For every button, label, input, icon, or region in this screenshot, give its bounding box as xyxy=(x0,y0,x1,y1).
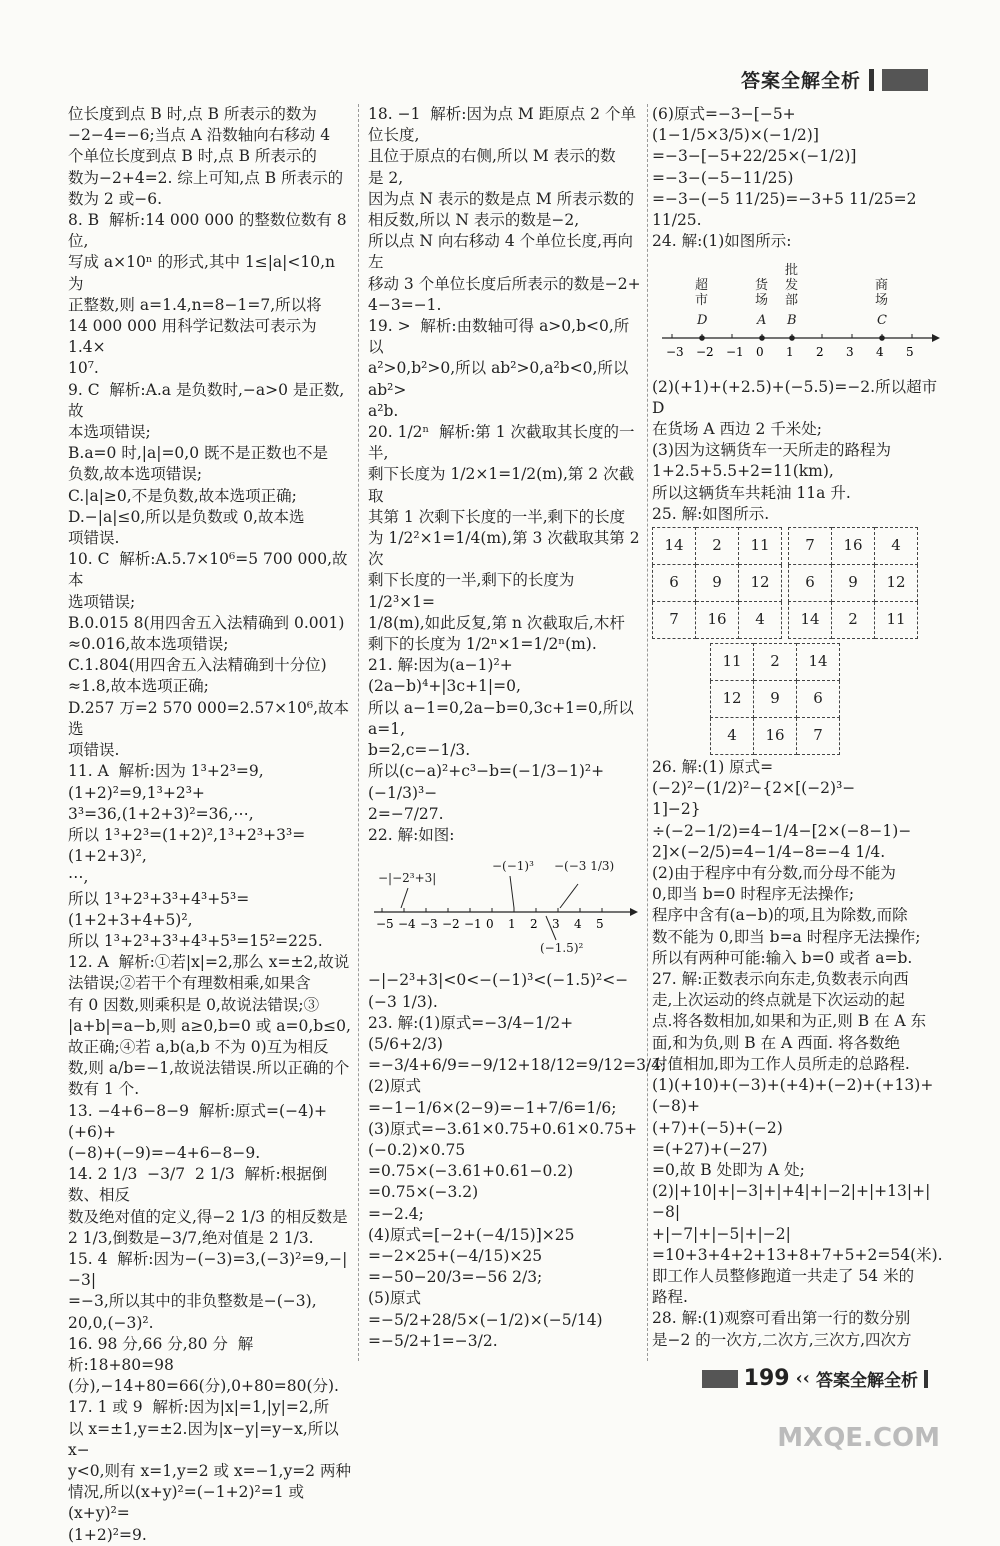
magic-square-row xyxy=(652,641,942,757)
footer-bar xyxy=(924,1370,928,1388)
text-line: =10+3+4+2+13+8+7+5+2=54(米). xyxy=(652,1245,943,1264)
text-line: 9. C 解析:A.a 是负数时,−a>0 是正数,故 xyxy=(68,380,345,420)
nl22-tick-label: −4 xyxy=(398,917,416,932)
text-line: (−8)+(−9)=−4+6−8−9. xyxy=(68,1143,261,1162)
text-line: 点.将各数相加,如果和为正,则 B 在 A 东 xyxy=(652,1012,927,1031)
text-line: 2=−7/27. xyxy=(368,804,444,823)
nl24-tick-label: 3 xyxy=(846,345,854,360)
text-line: 项错误. xyxy=(68,741,120,760)
nl22-label: −(−1)³ xyxy=(492,859,534,874)
nl22-tick-label: 1 xyxy=(508,917,516,932)
magic-square-row xyxy=(653,602,782,639)
text-line: 负数,故本选项错误; xyxy=(68,465,203,484)
magic-square-cell: 16 xyxy=(696,602,739,639)
page-footer xyxy=(702,1366,928,1391)
text-line: 所以 a−1=0,2a−b=0,3c+1=0,所以 a=1, xyxy=(368,698,639,738)
text-line: 18. −1 解析:因为点 M 距原点 2 个单位长度, xyxy=(368,105,636,145)
text-line: (4)原式=[−2+(−4/15)]×25 xyxy=(368,1225,575,1244)
text-line: =−3−(−5 11/25)=−3+5 11/25=2 11/25. xyxy=(652,189,922,230)
nl24-place-name: 场 xyxy=(875,293,889,309)
nl24-place-name: 货 xyxy=(755,278,769,294)
nl24-place-name: 部 xyxy=(785,293,799,309)
text-line: C.1.804(用四舍五入法精确到十分位) xyxy=(68,656,327,675)
text-line: =0,故 B 处即为 A 处; xyxy=(652,1160,805,1179)
magic-square xyxy=(710,643,840,755)
text-line: 19. > 解析:由数轴可得 a>0,b<0,所以 xyxy=(368,317,630,357)
column-divider xyxy=(647,104,648,1361)
text-line: =0.75×(−3.61+0.61−0.2) xyxy=(368,1162,574,1181)
text-line: 选项错误; xyxy=(68,592,136,611)
text-line: 为 1/2²×1=1/4(m),第 3 次截取其第 2 次 xyxy=(368,529,645,569)
text-line: 13. −4+6−8−9 解析:原式=(−4)+(+6)+ xyxy=(68,1101,327,1141)
text-line: 20. 1/2ⁿ 解析:第 1 次截取其长度的一半, xyxy=(368,423,635,463)
magic-square-cell: 7 xyxy=(653,602,696,639)
number-line-24 xyxy=(652,256,942,366)
text-line: 故正确;④若 a,b(a,b 不为 0)互为相反 xyxy=(68,1037,329,1056)
text-line: C.|a|≥0,不是负数,故本选项正确; xyxy=(68,486,297,505)
magic-square-cell: 2 xyxy=(832,602,875,639)
nl24-point xyxy=(789,336,795,342)
text-line: 数,则 a/b=−1,故说法错误.所以正确的个 xyxy=(68,1059,350,1078)
text-line: 24. 解:(1)如图所示: xyxy=(652,232,792,251)
text-line: =0.75×(−3.2) xyxy=(368,1183,479,1202)
magic-square-row xyxy=(711,681,840,718)
magic-square-cell: 9 xyxy=(754,681,797,718)
text-line: 26. 解:(1) 原式=(−2)²−(1/2)²−{2×[(−2)³− xyxy=(652,758,856,798)
text-line: ≈0.016,故本选项错误; xyxy=(68,635,229,654)
magic-square-cell: 12 xyxy=(875,565,918,602)
text-line: D.−|a|≤0,所以是负数或 0,故本选 xyxy=(68,507,305,526)
text-line: 17. 1 或 9 解析:因为|x|=1,|y|=2,所 xyxy=(68,1398,330,1417)
magic-square-cell: 2 xyxy=(754,644,797,681)
number-line-22 xyxy=(368,850,638,960)
nl22-label: (−1.5)² xyxy=(540,941,584,956)
magic-square-cell: 16 xyxy=(754,718,797,755)
nl24-tick-label: 1 xyxy=(786,345,794,360)
nl24-tick-label: 2 xyxy=(816,345,824,360)
text-line: 项错误. xyxy=(68,529,120,548)
text-line: 14. 2 1/3 −3/7 2 1/3 解析:根据倒数、相反 xyxy=(68,1165,328,1205)
text-line: (2)|+10|+|−3|+|+4|+|−2|+|+13|+|−8| xyxy=(652,1182,931,1222)
text-line: 是−2 的一次方,二次方,三次方,四次方 xyxy=(652,1330,912,1349)
text-line: 路程. xyxy=(652,1288,688,1307)
text-line: 面,和为负,则 B 在 A 西面. 将各数绝 xyxy=(652,1033,901,1052)
nl22-label: −(−3 1/3) xyxy=(554,859,615,874)
text-line: 剩下的长度为 1/2ⁿ×1=1/2ⁿ(m). xyxy=(368,635,597,654)
text-line: a²b. xyxy=(368,401,399,420)
text-line: (分),−14+80=66(分),0+80=80(分). xyxy=(68,1377,339,1396)
text-line: (−0.2)×0.75 xyxy=(368,1140,466,1159)
magic-square-cell: 7 xyxy=(797,718,840,755)
text-line: =−2.4; xyxy=(368,1204,424,1223)
magic-square-cell: 6 xyxy=(653,565,696,602)
nl24-point xyxy=(699,336,705,342)
text-line: =−3/4+6/9=−9/12+18/12=9/12=3/4; xyxy=(368,1056,667,1075)
text-line: 在货场 A 西边 2 千米处; xyxy=(652,420,822,439)
text-line: B.0.015 8(用四舍五入法精确到 0.001) xyxy=(68,613,345,632)
text-line: D.257 万=2 570 000=2.57×10⁶,故本选 xyxy=(68,698,350,738)
nl24-place-name: 场 xyxy=(755,293,769,309)
text-line: (3)原式=−3.61×0.75+0.61×0.75+ xyxy=(368,1119,637,1138)
footer-block xyxy=(702,1370,738,1388)
column-1 xyxy=(68,104,353,1546)
text-line: 情况,所以(x+y)²=(−1+2)²=1 或(x+y)²= xyxy=(68,1483,304,1523)
magic-square-cell: 7 xyxy=(789,528,832,565)
text-line: 10. C 解析:A.5.7×10⁶=5 700 000,故本 xyxy=(68,550,348,590)
text-line: (1)(+10)+(−3)+(+4)+(−2)+(+13)+(−8)+ xyxy=(652,1076,934,1116)
text-line: 所以有两种可能:输入 b=0 或者 a=b. xyxy=(652,948,913,967)
text-line: 27. 解:正数表示向东走,负数表示向西 xyxy=(652,970,909,989)
text-line: 2]×(−2/5)=4−1/4−8=−4 1/4. xyxy=(652,842,886,861)
text-line: 位长度到点 B 时,点 B 所表示的数为 xyxy=(68,105,317,123)
text-line: 个单位长度到点 B 时,点 B 所表示的 xyxy=(68,147,317,166)
text-line: =−50−20/3=−56 2/3; xyxy=(368,1268,543,1287)
nl24-tick-label: −2 xyxy=(696,345,714,360)
text-line: 3³=36,(1+2+3)²=36,⋯, xyxy=(68,804,254,823)
text-line: 15. 4 解析:因为−(−3)=3,(−3)²=9,−|−3| xyxy=(68,1249,348,1290)
text-line: 1]−2}÷(−2−1/2)=4−1/4−[2×(−8−1)− xyxy=(652,800,912,840)
text-line: 剩下长度的一半,剩下的长度为 1/2³×1= xyxy=(368,571,580,611)
magic-square-row xyxy=(789,528,918,565)
magic-square-cell: 6 xyxy=(789,565,832,602)
text-line: 所以 1³+2³=(1+2)²,1³+2³+3³=(1+2+3)², xyxy=(68,825,306,866)
text-line: ⋯, xyxy=(68,868,89,887)
footer-title: 答案全解全析 xyxy=(816,1371,918,1391)
text-line: 即工作人员整修跑道一共走了 54 米的 xyxy=(652,1266,915,1285)
nl24-place-name: 批 xyxy=(785,263,799,279)
text-line: 1+2.5+5.5+2=11(km), xyxy=(652,462,834,481)
text-line: 22. 解:如图: xyxy=(368,825,455,844)
magic-square xyxy=(652,527,782,639)
magic-square-cell: 14 xyxy=(653,528,696,565)
chevron-left-icon: ‹‹ xyxy=(795,1368,810,1389)
text-line: 所以点 N 向右移动 4 个单位长度,再向左 xyxy=(368,232,634,272)
text-line: B.a=0 时,|a|=0,0 既不是正数也不是 xyxy=(68,444,329,463)
magic-square-cell: 4 xyxy=(739,602,782,639)
text-line: 11. A 解析:因为 1³+2³=9,(1+2)²=9,1³+2³+ xyxy=(68,762,264,802)
magic-square-cell: 14 xyxy=(797,644,840,681)
text-line: 走,上次运动的终点就是下次运动的起 xyxy=(652,991,905,1010)
text-line: 4−3=−1. xyxy=(368,295,442,314)
nl24-tick-label: 5 xyxy=(906,345,914,360)
magic-square-row xyxy=(711,718,840,755)
text-line: 移动 3 个单位长度后所表示的数是−2+ xyxy=(368,274,641,293)
magic-square-cell: 9 xyxy=(832,565,875,602)
magic-square-cell: 4 xyxy=(875,528,918,565)
nl24-place-name: 市 xyxy=(695,293,709,309)
column-2 xyxy=(368,104,667,1352)
nl22-tick-label: −1 xyxy=(464,917,482,932)
text-line: −|−2³+3|<0<−(−1)³<(−1.5)²<−(−3 1/3). xyxy=(368,971,629,1011)
text-line: 有 0 因数,则乘积是 0,故说法错误;③ xyxy=(68,995,320,1014)
nl22-tick-label: 5 xyxy=(596,917,604,932)
nl24-place-name: 发 xyxy=(785,278,799,294)
nl22-tick-label: −5 xyxy=(376,917,394,932)
header-block xyxy=(882,69,928,91)
nl24-point xyxy=(759,336,765,342)
nl24-tick-label: −3 xyxy=(666,345,684,360)
text-line: (5)原式=−5/2+28/5×(−1/2)×(−5/14) xyxy=(368,1289,603,1329)
text-line: 对值相加,即为工作人员所走的总路程. xyxy=(652,1054,910,1073)
text-line: −2−4=−6;当点 A 沿数轴向右移动 4 xyxy=(68,126,331,145)
magic-square-cell: 14 xyxy=(789,602,832,639)
nl24-point xyxy=(879,336,885,342)
text-line: ≈1.8,故本选项正确; xyxy=(68,677,209,696)
magic-square-row xyxy=(652,525,942,641)
text-line: 数有 1 个. xyxy=(68,1080,140,1099)
text-line: a²>0,b²>0,所以 ab²>0,a²b<0,所以 ab²> xyxy=(368,359,634,399)
text-line: =−3−(−5−11/25) xyxy=(652,168,794,187)
text-line: 数为−2+4=2. 综上可知,点 B 所表示的 xyxy=(68,168,344,187)
text-line: =−3−[−5+22/25×(−1/2)] xyxy=(652,147,857,166)
nl22-label: −|−2³+3| xyxy=(378,871,437,886)
text-line: 相反数,所以 N 表示的数是−2, xyxy=(368,211,580,230)
magic-square-cell: 12 xyxy=(739,565,782,602)
text-line: 数为 2 或−6. xyxy=(68,189,162,208)
text-line: 所以这辆货车共耗油 11a 升. xyxy=(652,483,851,502)
text-line: 14 000 000 用科学记数法可表示为 1.4× xyxy=(68,317,322,357)
text-line: 10⁷. xyxy=(68,359,99,378)
text-line: 其第 1 次剩下长度的一半,剩下的长度 xyxy=(368,507,626,526)
text-line: =−2×25+(−4/15)×25 xyxy=(368,1246,543,1265)
nl24-place-letter: C xyxy=(877,313,887,329)
magic-square-row xyxy=(653,565,782,602)
text-line: 正整数,则 a=1.4,n=8−1=7,所以将 xyxy=(68,295,322,314)
nl24-tick-label: −1 xyxy=(726,345,744,360)
magic-square-cell: 11 xyxy=(711,644,754,681)
nl24-place-letter: D xyxy=(697,313,708,329)
text-line: (2)原式=−1−1/6×(2−9)=−1+7/6=1/6; xyxy=(368,1077,617,1117)
text-line: 所以 1³+2³+3³+4³+5³=(1+2+3+4+5)², xyxy=(68,889,250,929)
text-line: =−3,所以其中的非负整数是−(−3), xyxy=(68,1292,317,1311)
text-line: 23. 解:(1)原式=−3/4−1/2+(5/6+2/3) xyxy=(368,1013,574,1053)
magic-square-cell: 4 xyxy=(711,718,754,755)
magic-square-cell: 9 xyxy=(696,565,739,602)
text-line: 0,即当 b=0 时程序无法操作; xyxy=(652,885,855,904)
magic-square-cell: 2 xyxy=(696,528,739,565)
text-line: b=2,c=−1/3. xyxy=(368,741,471,760)
text-line: 剩下长度为 1/2×1=1/2(m),第 2 次截取 xyxy=(368,465,635,505)
column-divider xyxy=(358,104,359,1361)
magic-square-row xyxy=(653,528,782,565)
magic-square-row xyxy=(711,644,840,681)
watermark: MXQE.COM xyxy=(777,1423,940,1453)
nl24-place-name: 商 xyxy=(875,278,889,294)
text-line: 因为点 N 表示的数是点 M 所表示数的 xyxy=(368,189,635,208)
text-line: +|−7|+|−5|+|−2| xyxy=(652,1224,791,1243)
text-line: 本选项错误; xyxy=(68,423,151,442)
magic-square-cell: 11 xyxy=(739,528,782,565)
text-line: =(+27)+(−27) xyxy=(652,1139,768,1158)
text-line: (+7)+(−5)+(−2) xyxy=(652,1118,783,1137)
text-line: 所以(c−a)²+c³−b=(−1/3−1)²+(−1/3)³− xyxy=(368,762,605,802)
header-title: 答案全解全析 xyxy=(740,70,861,92)
magic-square-cell: 6 xyxy=(797,681,840,718)
text-line: 法错误;②若干个有理数相乘,如果含 xyxy=(68,974,311,993)
text-line: (2)(+1)+(+2.5)+(−5.5)=−2.所以超市 D xyxy=(652,377,943,417)
text-line: (1+2)²=9. xyxy=(68,1525,147,1544)
text-line: 程序中含有(a−b)的项,且为除数,而除 xyxy=(652,906,908,925)
text-line: (3)因为这辆货车一天所走的路程为 xyxy=(652,441,891,460)
text-line: 12. A 解析:①若|x|=2,那么 x=±2,故说 xyxy=(68,953,350,972)
header-bar xyxy=(869,69,874,91)
text-line: 16. 98 分,66 分,80 分 解析:18+80=98 xyxy=(68,1334,254,1374)
magic-square-row xyxy=(789,565,918,602)
text-line: 写成 a×10ⁿ 的形式,其中 1≤|a|<10,n 为 xyxy=(68,253,340,293)
nl22-tick-label: 2 xyxy=(530,917,538,932)
text-line: 20,0,(−3)². xyxy=(68,1313,154,1332)
text-line: 21. 解:因为(a−1)²+(2a−b)⁴+|3c+1|=0, xyxy=(368,656,521,696)
page-number: 199 xyxy=(743,1366,790,1391)
magic-square-row xyxy=(789,602,918,639)
nl24-place-name: 超 xyxy=(695,278,709,294)
magic-square xyxy=(788,527,918,639)
magic-square-cell: 16 xyxy=(832,528,875,565)
nl22-tick-label: −3 xyxy=(420,917,438,932)
nl22-tick-label: 4 xyxy=(574,917,582,932)
text-line: (2)由于程序中有分数,而分母不能为 xyxy=(652,864,896,883)
text-line: 且位于原点的右侧,所以 M 表示的数 xyxy=(368,147,616,166)
nl22-tick-label: −2 xyxy=(442,917,460,932)
text-line: |a+b|=a−b,则 a≥0,b=0 或 a=0,b≤0, xyxy=(68,1016,351,1035)
text-line: 28. 解:(1)观察可看出第一行的数分别 xyxy=(652,1309,911,1328)
text-line: 1/8(m),如此反复,第 n 次截取后,木杆 xyxy=(368,613,625,632)
text-line: 8. B 解析:14 000 000 的整数位数有 8 位, xyxy=(68,211,352,251)
text-line: 是 2, xyxy=(368,168,404,187)
magic-square-cell: 11 xyxy=(875,602,918,639)
nl24-tick-label: 4 xyxy=(876,345,884,360)
nl24-tick-label: 0 xyxy=(756,345,764,360)
nl22-tick-label: 0 xyxy=(486,917,494,932)
text-line: 数不能为 0,即当 b=a 时程序无法操作; xyxy=(652,927,921,946)
page-header xyxy=(741,66,928,93)
magic-square-cell: 12 xyxy=(711,681,754,718)
column-3 xyxy=(652,104,942,1351)
nl24-place-letter: A xyxy=(757,313,767,329)
text-line: y<0,则有 x=1,y=2 或 x=−1,y=2 两种 xyxy=(68,1462,351,1480)
text-line: 所以 1³+2³+3³+4³+5³=15²=225. xyxy=(68,931,323,950)
text-line: (6)原式=−3−[−5+(1−1/5×3/5)×(−1/2)] xyxy=(652,105,819,145)
text-line: =−5/2+1=−3/2. xyxy=(368,1331,498,1350)
nl22-tick-label: 3 xyxy=(552,917,560,932)
nl24-place-letter: B xyxy=(787,313,797,329)
text-line: 以 x=±1,y=±2.因为|x−y|=y−x,所以 x− xyxy=(68,1419,344,1459)
text-line: 25. 解:如图所示. xyxy=(652,504,770,523)
text-line: 2 1/3,倒数是−3/7,绝对值是 2 1/3. xyxy=(68,1228,314,1247)
text-line: 数及绝对值的定义,得−2 1/3 的相反数是 xyxy=(68,1207,348,1226)
